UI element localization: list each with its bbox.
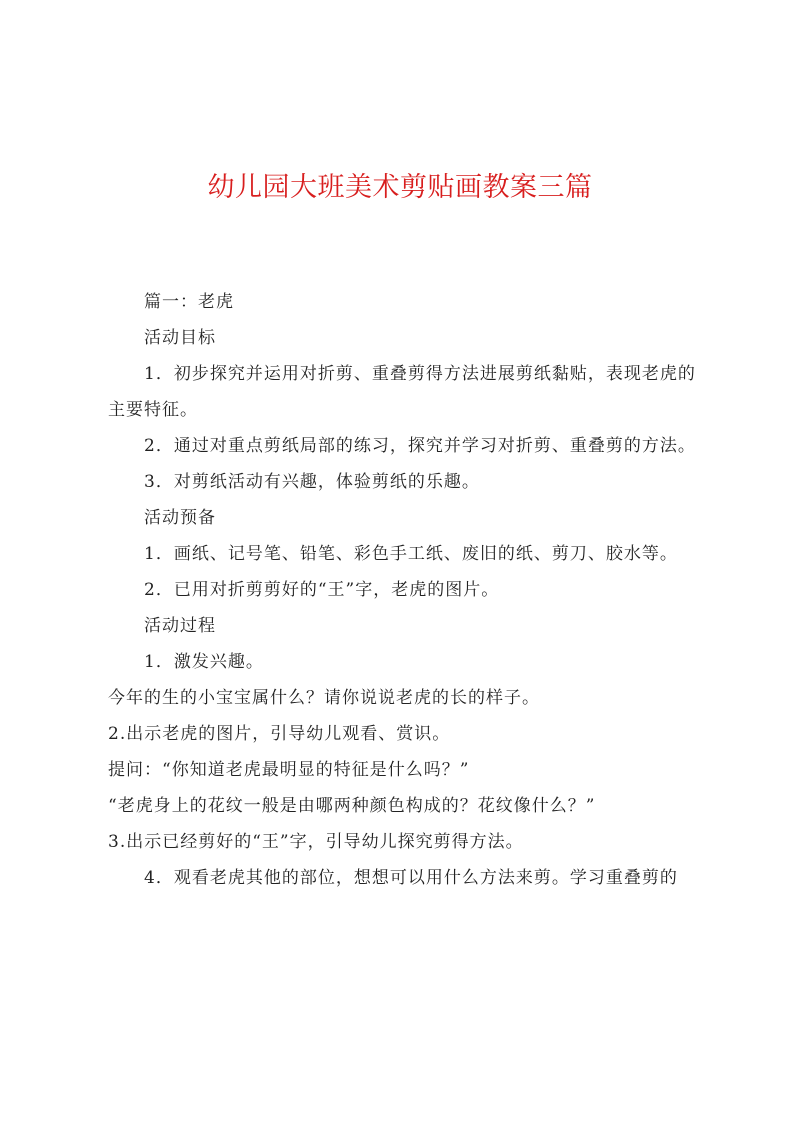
process-2-question-1: 提问：“你知道老虎最明显的特征是什么吗？” (108, 760, 470, 780)
process-2: 2.出示老虎的图片，引导幼儿观看、赏识。 (108, 724, 451, 744)
process-1-text: 今年的生的小宝宝属什么？请你说说老虎的长的样子。 (108, 688, 540, 708)
objective-1: 1．初步探究并运用对折剪、重叠剪得方法进展剪纸黏贴，表现老虎的主要特征。 (108, 364, 696, 420)
process-1: 1．激发兴趣。 (144, 652, 264, 672)
subheading-preparation: 活动预备 (144, 508, 216, 528)
objective-2: 2．通过对重点剪纸局部的练习，探究并学习对折剪、重叠剪的方法。 (144, 436, 696, 456)
process-2-question-2: “老虎身上的花纹一般是由哪两种颜色构成的？花纹像什么？” (108, 796, 596, 816)
process-3: 3.出示已经剪好的“王”字，引导幼儿探究剪得方法。 (108, 832, 524, 852)
subheading-process: 活动过程 (144, 616, 216, 636)
objective-3: 3．对剪纸活动有兴趣，体验剪纸的乐趣。 (144, 472, 480, 492)
section-heading: 篇一：老虎 (144, 292, 234, 312)
subheading-objectives: 活动目标 (144, 328, 216, 348)
process-4: 4．观看老虎其他的部位，想想可以用什么方法来剪。学习重叠剪的 (144, 868, 678, 888)
document-body (108, 284, 700, 896)
preparation-2: 2．已用对折剪剪好的“王”字，老虎的图片。 (144, 580, 500, 600)
document-title: 幼儿园大班美术剪贴画教案三篇 (207, 172, 593, 203)
preparation-1: 1．画纸、记号笔、铅笔、彩色手工纸、废旧的纸、剪刀、胶水等。 (144, 544, 678, 564)
